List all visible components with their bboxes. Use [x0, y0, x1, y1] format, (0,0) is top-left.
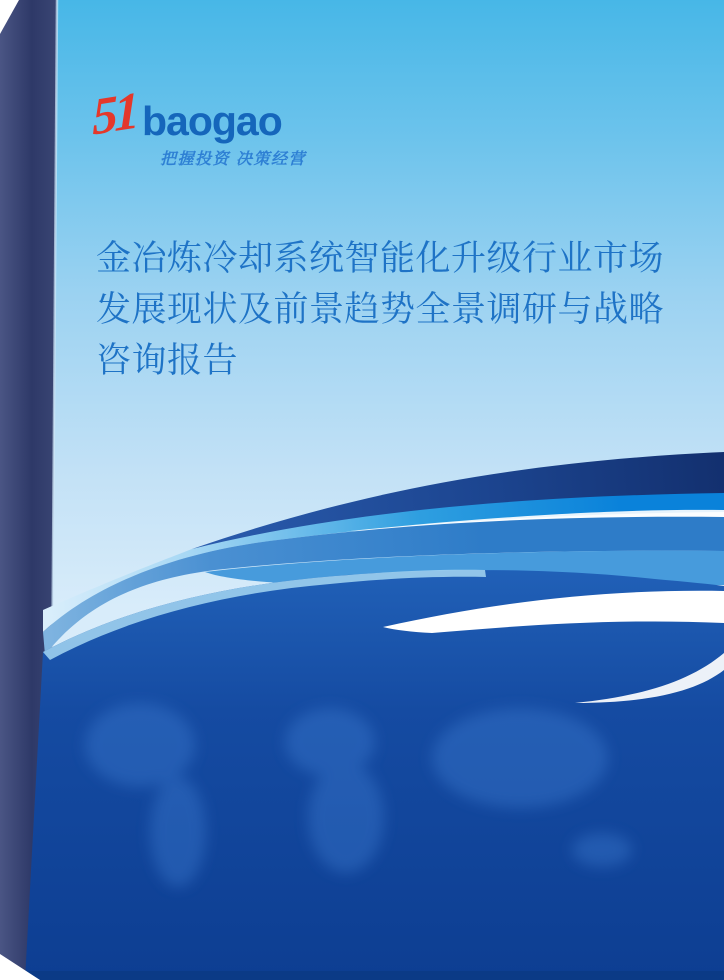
- report-title-line: 发展现状及前景趋势全景调研与战略: [96, 290, 665, 329]
- logo-wordmark: baogao: [142, 98, 282, 145]
- brand-tagline: 把握投资 决策经营: [160, 151, 306, 168]
- logo-prefix: 51: [91, 82, 137, 147]
- report-title-line: 咨询报告: [96, 341, 239, 380]
- brand-logo: [91, 82, 282, 147]
- report-title-line: 金冶炼冷却系统智能化升级行业市场: [96, 239, 665, 278]
- report-title: [96, 233, 681, 386]
